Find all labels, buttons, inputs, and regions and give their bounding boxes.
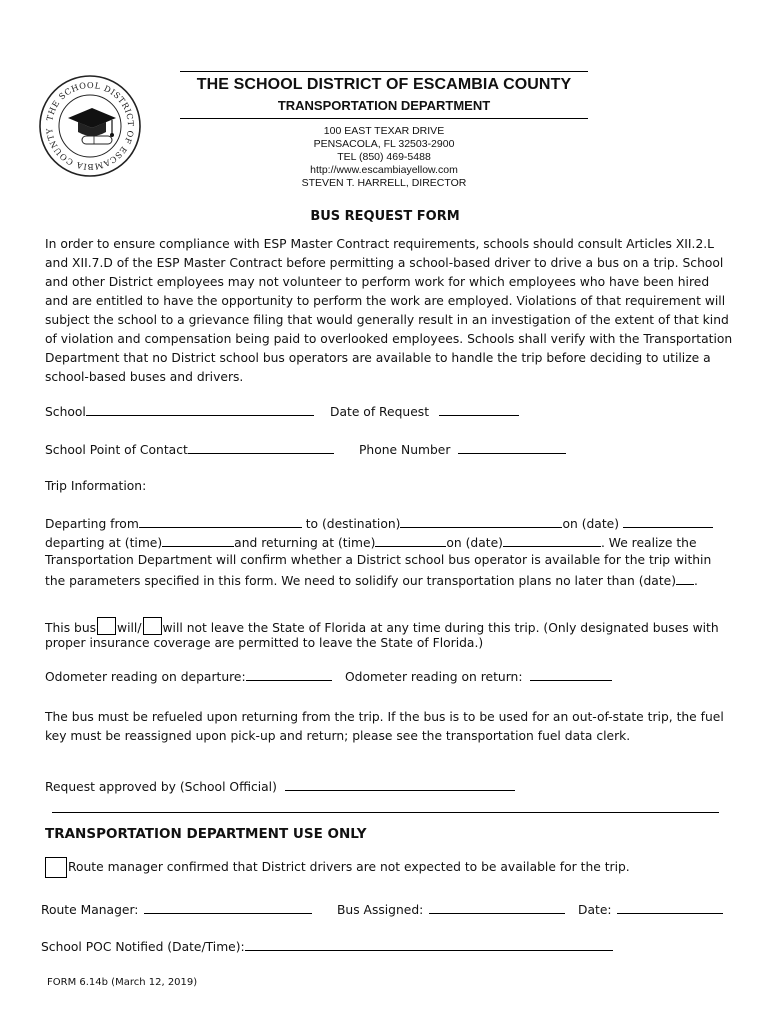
date-input[interactable] [617, 901, 723, 914]
route-confirm-checkbox[interactable] [45, 857, 67, 878]
departing-from-label: Departing from [45, 517, 139, 531]
phone-row [359, 441, 566, 457]
poc-notified-label: School POC Notified (Date/Time): [41, 940, 245, 954]
poc-notified-input[interactable] [245, 938, 613, 951]
period-text: . [694, 574, 698, 588]
school-row [45, 403, 314, 419]
school-input[interactable] [86, 403, 314, 416]
return-date-input[interactable] [503, 534, 601, 547]
form-title: BUS REQUEST FORM [310, 209, 460, 224]
approved-by-row [45, 778, 515, 794]
section-separator [52, 812, 719, 813]
poc-row [45, 441, 334, 457]
trip-line-4 [45, 572, 698, 588]
departing-time-input[interactable] [162, 534, 234, 547]
approved-by-input[interactable] [285, 778, 515, 791]
odometer-departure-input[interactable] [246, 668, 332, 681]
route-confirm-label: Route manager confirmed that District drivers are not expected to be available for the trip. [68, 860, 630, 874]
route-manager-label: Route Manager: [41, 903, 139, 917]
department-name: TRANSPORTATION DEPARTMENT [277, 98, 491, 113]
phone-input[interactable] [458, 441, 566, 454]
date-row [578, 901, 723, 917]
form-footer: FORM 6.14b (March 12, 2019) [47, 977, 198, 988]
refuel-line-2: key must be reassigned upon pick-up and return; please see the transportation fuel data clerk. [45, 729, 631, 743]
destination-input[interactable] [400, 515, 562, 528]
trip-line-1 [45, 515, 713, 531]
departing-from-input[interactable] [139, 515, 302, 528]
on-date-label: on (date) [562, 517, 620, 531]
director-line: STEVEN T. HARRELL, DIRECTOR [301, 177, 467, 189]
poc-label: School Point of Contact [45, 443, 188, 457]
on-date-input[interactable] [623, 515, 713, 528]
route-manager-row [41, 901, 312, 917]
bus-state-line-1 [45, 617, 719, 635]
odometer-departure-label: Odometer reading on departure: [45, 670, 246, 684]
solidify-date-input[interactable] [676, 572, 694, 585]
approved-by-label: Request approved by (School Official) [45, 780, 277, 794]
trip-line-2 [45, 534, 697, 550]
will-not-checkbox[interactable] [143, 617, 162, 635]
date-label: Date: [578, 903, 612, 917]
transport-section-title: TRANSPORTATION DEPARTMENT USE ONLY [45, 826, 367, 842]
district-title: THE SCHOOL DISTRICT OF ESCAMBIA COUNTY [196, 76, 572, 93]
district-seal-logo [38, 74, 142, 178]
on-date-2-label: on (date) [446, 536, 503, 550]
date-request-input[interactable] [439, 403, 519, 416]
odometer-departure-row [45, 668, 332, 684]
trip-info-heading: Trip Information: [45, 479, 147, 493]
solidify-text: the parameters specified in this form. We need to solidify our transportation plans no later than (date) [45, 574, 677, 588]
will-label: will/ [117, 621, 142, 635]
address-line-2: PENSACOLA, FL 32503-2900 [313, 138, 455, 150]
header-top-rule [180, 71, 588, 72]
date-request-label: Date of Request [330, 405, 430, 419]
date-request-row [330, 403, 519, 419]
intro-paragraph: In order to ensure compliance with ESP Master Contract requirements, schools should consult Articles XII.2.L and XII.7.D of the ESP Master Contract before permitting a school-based driver to drive a bus on a trip. School and other District employees may not volunteer to perform work for which employees who have been hired and are entitled to have the opportunity to perform the work are employed. Violations of that requirement will subject the school to a grievance filing that would generally result in an investigation of the extent of that kind of violation and compensation being paid to overlooked employees. Schools shall verify with the Transportation Department that no District school bus operators are available to handle the trip before deciding to utilize a school-based buses and drivers. [45, 237, 733, 384]
odometer-return-input[interactable] [530, 668, 612, 681]
route-manager-input[interactable] [144, 901, 312, 914]
poc-notified-row [41, 938, 613, 954]
returning-time-input[interactable] [375, 534, 446, 547]
school-label: School [45, 405, 86, 419]
bus-assigned-row [337, 901, 565, 917]
odometer-return-label: Odometer reading on return: [345, 670, 523, 684]
bus-label: This bus [45, 621, 97, 635]
bus-assigned-input[interactable] [429, 901, 565, 914]
destination-label: to (destination) [305, 517, 401, 531]
phone-label: Phone Number [359, 443, 451, 457]
odometer-return-row [345, 668, 612, 684]
bus-state-line-2: proper insurance coverage are permitted to leave the State of Florida.) [45, 636, 484, 650]
address-line-1: 100 EAST TEXAR DRIVE [323, 125, 445, 137]
header-bottom-rule [180, 118, 588, 119]
refuel-line-1: The bus must be refueled upon returning from the trip. If the bus is to be used for an out-of-state trip, the fuel [45, 710, 724, 724]
will-not-label: will not leave the State of Florida at any time during this trip. (Only designated buses with [162, 621, 719, 635]
realize-text: . We realize the [600, 536, 697, 550]
bus-assigned-label: Bus Assigned: [337, 903, 424, 917]
returning-at-label: and returning at (time) [234, 536, 376, 550]
svg-text:THE SCHOOL DISTRICT OF ESCAMBI: THE SCHOOL DISTRICT OF ESCAMBIA COUNTY [43, 79, 137, 173]
trip-line-3: Transportation Department will confirm whether a District school bus operator is available for the trip within [45, 553, 712, 567]
website-link[interactable]: http://www.escambiayellow.com [310, 164, 458, 176]
phone-line: TEL (850) 469-5488 [337, 151, 431, 163]
will-checkbox[interactable] [97, 617, 116, 635]
poc-input[interactable] [188, 441, 334, 454]
departing-at-label: departing at (time) [45, 536, 163, 550]
